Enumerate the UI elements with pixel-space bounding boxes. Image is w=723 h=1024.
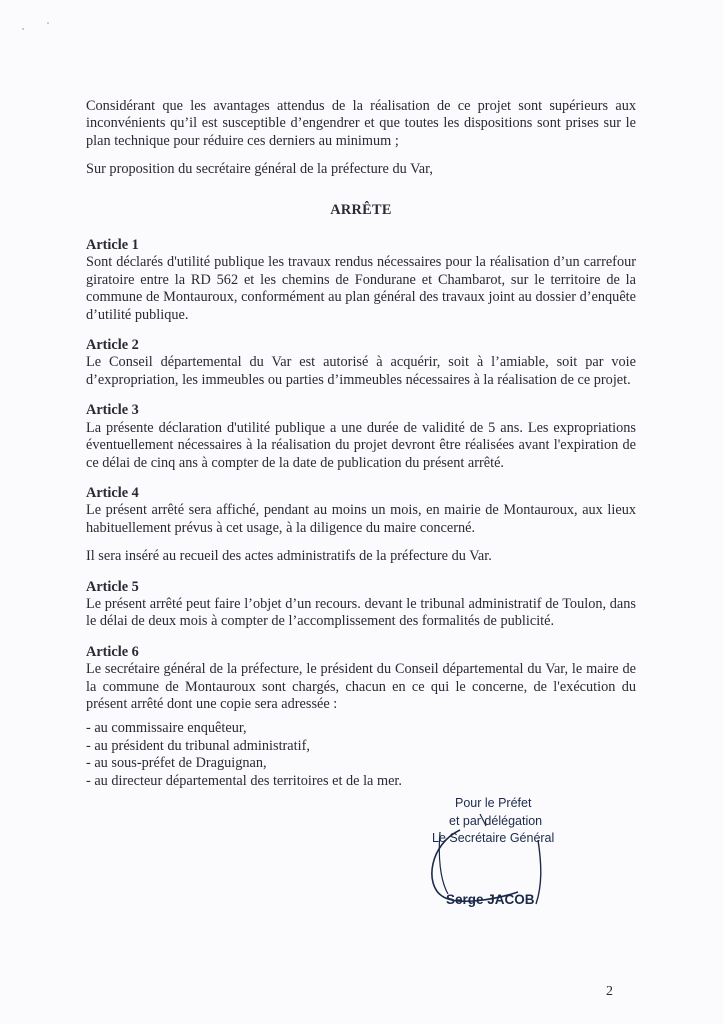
article-paragraph: Il sera inséré au recueil des actes administratifs de la préfecture du Var. — [86, 548, 492, 565]
signature-line-1: Pour le Préfet — [455, 796, 532, 810]
signature-line-3: Le Secrétaire Général — [432, 831, 555, 845]
article-2 — [86, 337, 636, 389]
article-1 — [86, 237, 636, 324]
article-heading: Article 5 — [86, 578, 139, 595]
article-heading: Article 6 — [86, 643, 139, 660]
article-4 — [86, 485, 636, 566]
article-paragraph: Le présent arrêté peut faire l’objet d’un recours. devant le tribunal administratif de Toulon, dans le délai de deux mois à compter de l’accomplissement des formalités de publicité. — [86, 595, 636, 630]
document-body — [86, 98, 636, 790]
article-heading: Article 1 — [86, 237, 139, 254]
preamble-proposition: Sur proposition du secrétaire général de la préfecture du Var, — [86, 161, 433, 178]
article-heading: Article 3 — [86, 402, 139, 419]
scan-speck — [22, 28, 24, 30]
article-paragraph: Le Conseil départemental du Var est autorisé à acquérir, soit à l’amiable, soit par voie d’expropriation, les immeubles ou parties d’immeubles nécessaires à la réalisation de ce projet. — [86, 354, 636, 388]
article-paragraph: La présente déclaration d'utilité publique a une durée de validité de 5 ans. Les expropriations éventuellement nécessaires à la réalisation du projet devront être réalisées avant l'expiration de ce délai de cinq ans à compter de la date de publication du présent arrêté. — [86, 419, 636, 471]
article-5 — [86, 579, 636, 631]
signatory-name: Serge JACOB — [446, 892, 535, 907]
preamble-considering: Considérant que les avantages attendus de la réalisation de ce projet sont supérieurs aux inconvénients qu’il est susceptible d’engendrer et que toutes les dispositions sont prises sur le plan technique pour réduire ces derniers au minimum ; — [86, 98, 636, 149]
recipient-list — [86, 720, 636, 790]
article-paragraph: Le secrétaire général de la préfecture, le président du Conseil départemental du Var, le maire de la commune de Montauroux sont chargés, chacun en ce qui le concerne, de l'exécution du présent arrêté dont une copie sera adressée : — [86, 661, 636, 712]
scan-speck — [47, 22, 49, 24]
article-paragraph: Sont déclarés d'utilité publique les travaux rendus nécessaires pour la réalisation d’un carrefour giratoire entre la RD 562 et les chemins de Fondurane et Chambarot, sur le territoire de la commune de Montauroux, conformément au plan général des travaux joint au dossier d’enquête d’utilité publique. — [86, 254, 636, 323]
list-item: - au commissaire enquêteur, — [86, 720, 247, 737]
list-item: - au sous-préfet de Draguignan, — [86, 755, 267, 772]
page-number: 2 — [606, 984, 613, 999]
article-6 — [86, 644, 636, 790]
list-item: - au président du tribunal administratif, — [86, 737, 310, 754]
article-paragraph: Le présent arrêté sera affiché, pendant au moins un mois, en mairie de Montauroux, aux lieux habituellement prévus à cet usage, à la diligence du maire concerné. — [86, 502, 636, 536]
article-heading: Article 4 — [86, 484, 139, 501]
article-3 — [86, 402, 636, 472]
document-title: ARRÊTE — [330, 201, 392, 218]
signature-stamp — [420, 796, 600, 916]
list-item: - au directeur départemental des territoires et de la mer. — [86, 772, 402, 789]
article-heading: Article 2 — [86, 337, 139, 354]
signature-line-2: et par délégation — [449, 814, 543, 828]
